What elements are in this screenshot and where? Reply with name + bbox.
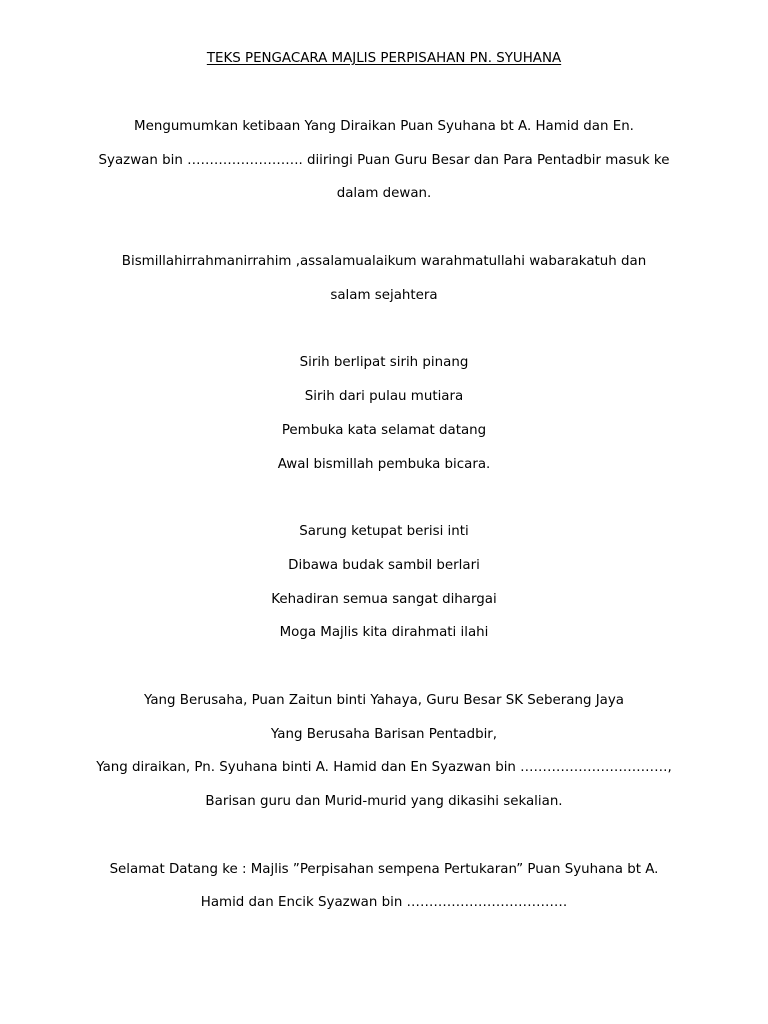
salutation-line: Yang diraikan, Pn. Syuhana binti A. Hamid dan En Syazwan bin ……………………………, [96,760,672,775]
salutation-line: Barisan guru dan Murid-murid yang dikasihi sekalian. [205,794,563,809]
salutation-line: Yang Berusaha Barisan Pentadbir, [270,727,498,742]
pantun-line: Kehadiran semua sangat dihargai [271,592,497,607]
pantun-line: Dibawa budak sambil berlari [288,558,480,573]
welcome-line: Hamid dan Encik Syazwan bin ……………………………… [200,895,568,910]
paragraph-line: Mengumumkan ketibaan Yang Diraikan Puan Syuhana bt A. Hamid dan En. [134,119,634,134]
pantun-line: Awal bismillah pembuka bicara. [277,457,491,472]
pantun-line: Moga Majlis kita dirahmati ilahi [279,625,489,640]
pantun-line: Sirih berlipat sirih pinang [299,355,469,370]
paragraph-line: dalam dewan. [336,186,432,201]
pantun-line: Sirih dari pulau mutiara [304,389,464,404]
document-title: TEKS PENGACARA MAJLIS PERPISAHAN PN. SYUHANA [206,51,562,66]
pantun-line: Sarung ketupat berisi inti [299,524,469,539]
paragraph-line: Syazwan bin …………………….. diiringi Puan Guru Besar dan Para Pentadbir masuk ke [98,153,670,168]
salutation-line: Yang Berusaha, Puan Zaitun binti Yahaya, Guru Besar SK Seberang Jaya [144,693,624,708]
pantun-line: Pembuka kata selamat datang [281,423,487,438]
paragraph-line: salam sejahtera [330,288,438,303]
welcome-line: Selamat Datang ke : Majlis ”Perpisahan sempena Pertukaran” Puan Syuhana bt A. [109,862,659,877]
paragraph-line: Bismillahirrahmanirrahim ,assalamualaikum warahmatullahi wabarakatuh dan [121,254,647,269]
